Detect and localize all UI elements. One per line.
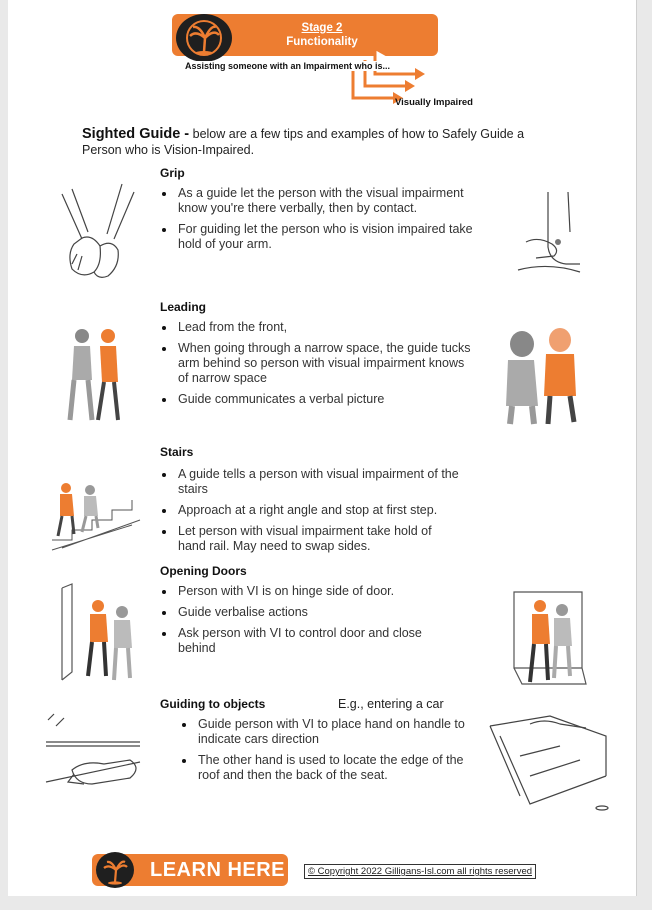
objects-title: Guiding to objects [160, 697, 266, 711]
objects-example: E.g., entering a car [338, 697, 444, 711]
copyright-link[interactable]: © Copyright 2022 Gilligans-Isl.com all rights reserved [304, 864, 536, 879]
palm-tree-logo-icon [96, 852, 134, 888]
list-item: Approach at a right angle and stop at first step. [160, 503, 460, 518]
leading-illustration-left [62, 324, 142, 424]
grip-hands-illustration [52, 184, 142, 284]
leading-illustration-right [494, 326, 594, 426]
section-label: Functionality [286, 36, 358, 48]
category-label: Visually Impaired [395, 97, 473, 108]
intro-heading: Sighted Guide - [82, 126, 190, 142]
list-item: Guide verbalise actions [160, 605, 450, 620]
list-item: When going through a narrow space, the guide tucks arm behind so person with visual impairment knows of narrow space [160, 341, 478, 386]
car-handle-illustration [44, 712, 144, 792]
list-item: Lead from the front, [160, 320, 478, 335]
grip-arm-illustration [518, 192, 588, 282]
list-item: Guide communicates a verbal picture [160, 392, 478, 407]
list-item: As a guide let the person with the visual impairment know you're there verbally, then by contact. [160, 186, 478, 216]
list-item: Let person with visual impairment take hold of hand rail. May need to swap sides. [160, 524, 460, 554]
door-illustration-left [58, 584, 148, 684]
grip-list [160, 186, 478, 258]
stairs-title: Stairs [160, 445, 194, 459]
list-item: Ask person with VI to control door and close behind [160, 626, 450, 656]
subtitle: Assisting someone with an Impairment who is... [185, 61, 391, 71]
list-item: A guide tells a person with visual impairment of the stairs [160, 467, 460, 497]
leading-list [160, 320, 478, 413]
learn-here-label: LEARN HERE [150, 859, 286, 881]
stage-label: Stage 2 [301, 22, 343, 34]
objects-list [180, 717, 470, 789]
intro-paragraph [82, 127, 562, 158]
learn-here-button[interactable] [92, 854, 288, 886]
doors-title: Opening Doors [160, 564, 247, 578]
list-item: The other hand is used to locate the edge of the roof and then the back of the seat. [180, 753, 470, 783]
stairs-illustration [52, 480, 142, 550]
list-item: For guiding let the person who is vision impaired take hold of your arm. [160, 222, 478, 252]
door-illustration-right [512, 588, 592, 688]
list-item: Person with VI is on hinge side of door. [160, 584, 450, 599]
palm-tree-logo-icon [176, 14, 232, 62]
intro-text: below are a few tips and examples of how to Safely Guide a Person who is Vision-Impaired. [82, 127, 525, 157]
list-item: Guide person with VI to place hand on handle to indicate cars direction [180, 717, 470, 747]
doors-list [160, 584, 450, 662]
leading-title: Leading [160, 300, 207, 314]
step-arrow-icon [345, 46, 435, 102]
stairs-list [160, 467, 460, 560]
car-roof-illustration [490, 716, 610, 811]
grip-title: Grip [160, 166, 185, 180]
